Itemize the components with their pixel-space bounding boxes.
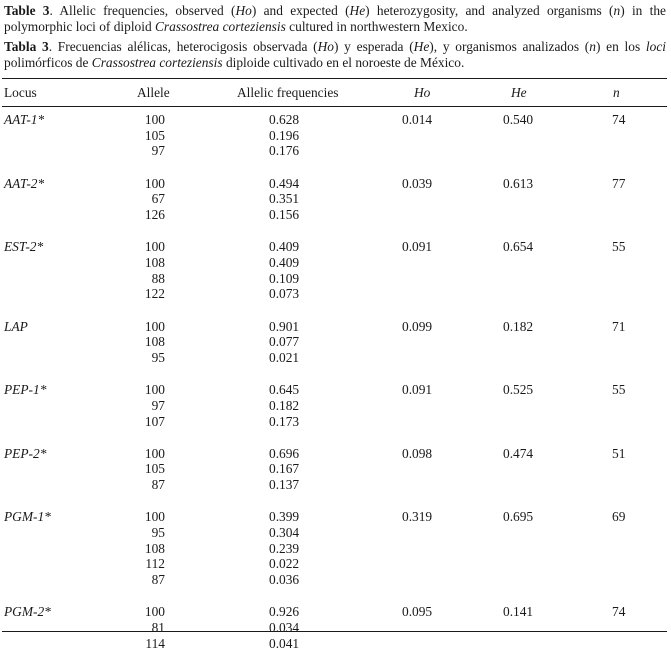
allelic-frequency-value: 0.409: [269, 239, 300, 255]
allele-value: 100: [144, 175, 165, 191]
allelic-frequency-value: 0.696: [269, 445, 300, 461]
n-value: 51: [612, 445, 626, 461]
allele-value: 122: [144, 286, 165, 302]
n-value: 55: [612, 382, 626, 398]
allelic-frequency-value: 0.182: [269, 397, 300, 413]
header-allele: Allele: [137, 85, 170, 100]
allele-value: 100: [144, 318, 165, 334]
allele-value: 108: [144, 334, 165, 350]
allelic-frequency-value: 0.173: [269, 413, 300, 429]
caption-english: [4, 3, 666, 34]
he-value: 0.474: [503, 445, 534, 461]
locus-name: LAP: [4, 318, 28, 334]
header-locus: Locus: [4, 85, 37, 100]
allelic-frequency-value: 0.176: [269, 143, 300, 159]
ho-value: 0.319: [402, 509, 433, 525]
allele-value: 108: [144, 540, 165, 556]
allelic-frequency-value: 0.628: [269, 112, 300, 127]
allelic-frequency-value: 0.645: [269, 382, 300, 398]
he-value: 0.695: [503, 509, 534, 525]
n-value: 71: [612, 318, 626, 334]
locus-name: PGM-1*: [4, 509, 51, 525]
allele-value: 114: [145, 635, 165, 651]
he-value: 0.654: [503, 239, 534, 255]
allele-value: 100: [144, 382, 165, 398]
allelic-frequency-value: 0.036: [269, 572, 300, 588]
ho-value: 0.039: [402, 175, 433, 191]
allele-value: 100: [144, 604, 165, 620]
allelic-frequency-value: 0.167: [269, 461, 300, 477]
allele-value: 95: [151, 525, 165, 540]
allelic-frequency-value: 0.156: [269, 207, 300, 222]
n-value: 74: [612, 604, 626, 620]
caption-label: Table 3: [4, 3, 50, 18]
caption-body: . Frecuencias alélicas, heterocigosis observada (Ho) y esperada (He), y organismos analizados (n) en los loci polimórficos de Crassostrea corteziensis diploide cultivado en el noroeste de México.: [4, 39, 666, 70]
he-value: 0.525: [503, 382, 534, 398]
allelic-frequency-value: 0.022: [269, 556, 300, 572]
allele-value: 97: [151, 143, 165, 159]
allele-value: 100: [144, 509, 165, 525]
header-n: n: [613, 85, 620, 100]
table-bottom-rule: [2, 631, 667, 632]
he-value: 0.182: [503, 318, 534, 334]
allele-value: 105: [144, 461, 165, 477]
allelic-frequency-value: 0.304: [269, 525, 300, 540]
n-value: 77: [612, 175, 626, 191]
locus-name: AAT-1*: [4, 112, 45, 127]
locus-name: PEP-1*: [4, 382, 47, 398]
allele-value: 107: [144, 413, 165, 429]
allele-value: 126: [144, 207, 165, 222]
table-header-rule: [2, 106, 667, 107]
allelic-frequency-value: 0.409: [269, 254, 300, 270]
ho-value: 0.095: [402, 604, 433, 620]
allele-value: 105: [144, 127, 165, 143]
ho-value: 0.091: [402, 239, 433, 255]
caption-body: . Allelic frequencies, observed (Ho) and expected (He) heterozygosity, and analyzed organisms (n) in the polymorphic loci of diploid Crassostrea corteziensis cultured in northwestern Mexico.: [4, 3, 666, 34]
locus-name: AAT-2*: [4, 175, 45, 191]
he-value: 0.540: [503, 112, 534, 127]
allele-value: 95: [151, 349, 165, 365]
caption-label: Tabla 3: [4, 39, 49, 54]
allele-value: 97: [151, 397, 165, 413]
allelic-frequency-value: 0.137: [269, 477, 300, 493]
allelic-frequency-value: 0.073: [269, 286, 300, 302]
ho-value: 0.099: [402, 318, 433, 334]
allele-value: 81: [151, 620, 165, 635]
locus-name: EST-2*: [4, 239, 44, 255]
allele-value: 100: [144, 112, 165, 127]
header-ho: Ho: [414, 85, 431, 100]
allelic-frequency-value: 0.351: [269, 191, 300, 207]
allele-value: 100: [144, 445, 165, 461]
allele-value: 112: [145, 556, 165, 572]
allelic-frequency-value: 0.399: [269, 509, 300, 525]
allelic-frequency-value: 0.196: [269, 127, 300, 143]
allele-value: 100: [144, 239, 165, 255]
allele-value: 67: [151, 191, 165, 207]
allelic-frequency-value: 0.077: [269, 334, 300, 350]
n-value: 74: [612, 112, 626, 127]
ho-value: 0.014: [402, 112, 433, 127]
he-value: 0.613: [503, 175, 534, 191]
he-value: 0.141: [503, 604, 534, 620]
allelic-frequency-value: 0.926: [269, 604, 300, 620]
locus-name: PGM-2*: [4, 604, 51, 620]
allele-value: 88: [151, 270, 165, 286]
allelic-frequency-value: 0.239: [269, 540, 300, 556]
allelic-frequency-value: 0.494: [269, 175, 300, 191]
allelic-frequency-value: 0.021: [269, 349, 300, 365]
table-top-rule: [2, 78, 667, 79]
header-he: He: [511, 85, 527, 100]
n-value: 69: [612, 509, 626, 525]
caption-spanish: [4, 39, 666, 70]
locus-name: PEP-2*: [4, 445, 47, 461]
ho-value: 0.091: [402, 382, 433, 398]
ho-value: 0.098: [402, 445, 433, 461]
n-value: 55: [612, 239, 626, 255]
allele-value: 108: [144, 254, 165, 270]
allelic-frequency-value: 0.109: [269, 270, 300, 286]
allele-value: 87: [151, 477, 165, 493]
allele-value: 87: [151, 572, 165, 588]
allelic-frequency-value: 0.041: [269, 635, 300, 651]
allelic-frequency-value: 0.034: [269, 620, 300, 635]
header-allelic-frequencies: Allelic frequencies: [237, 85, 339, 100]
allelic-frequency-value: 0.901: [269, 318, 300, 334]
